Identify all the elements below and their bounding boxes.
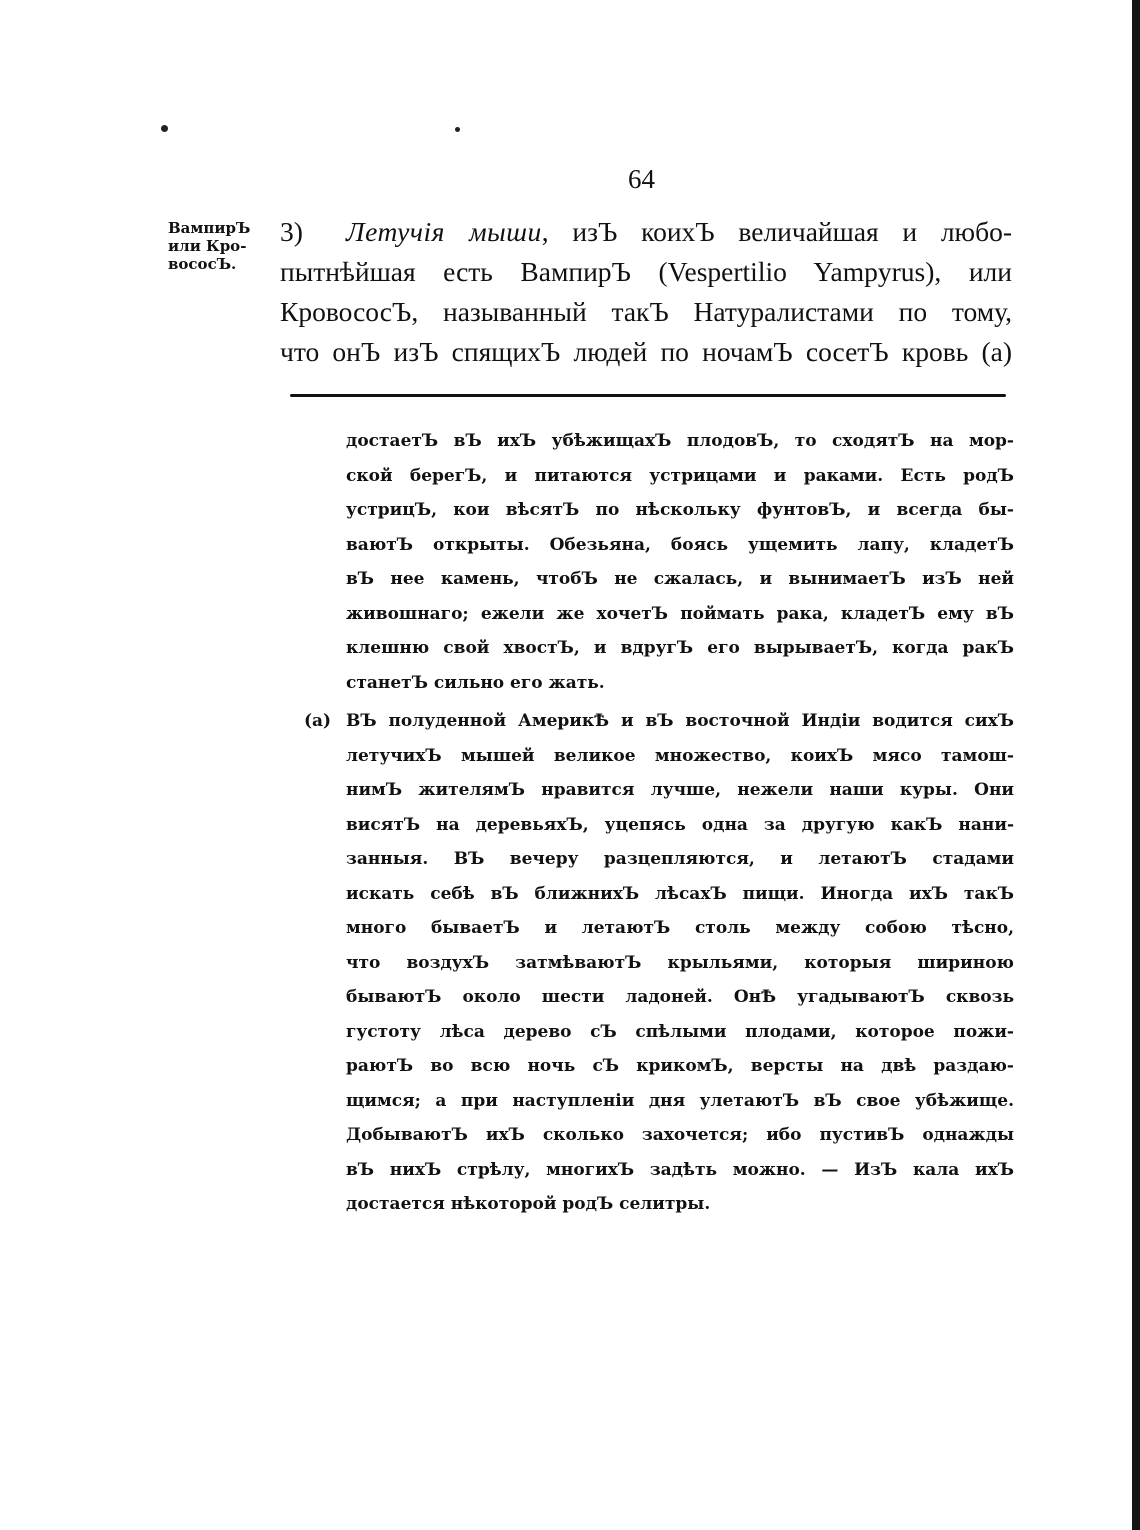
- footnote-line: занныя. ВЪ вечеру разцепляются, и летаютЪ стадами: [346, 849, 1014, 869]
- footnote-line: много бываетЪ и летаютЪ столь между собою тѣсно,: [346, 918, 1014, 938]
- footnote-line: живошнаго; ежели же хочетЪ поймать рака, кладетЪ ему вЪ: [346, 603, 1014, 624]
- footnote-line: искать себѣ вЪ ближнихЪ лѣсахЪ пищи. Иногда ихЪ такЪ: [346, 883, 1014, 904]
- ink-speck: [161, 125, 168, 132]
- margin-note-line: вососЪ.: [168, 255, 237, 273]
- ink-speck: [455, 127, 460, 132]
- footnote-line: висятЪ на деревьяхЪ, уцепясь одна за другую какЪ нани-: [346, 814, 1014, 835]
- main-line: КровососЪ, называнный такЪ Натуралистами по тому,: [280, 296, 1012, 327]
- footnote-line: бываютЪ около шести ладоней. ОнѢ угадываютЪ сквозь: [346, 987, 1014, 1007]
- page-edge-shadow: [1132, 0, 1140, 1530]
- footnote-continued: [346, 424, 1014, 700]
- footnote-line: щимся; а при наступленіи дня улетаютЪ вЪ свое убѣжище.: [346, 1090, 1014, 1111]
- footnote-separator-rule: [290, 394, 1006, 397]
- item-number: 3): [280, 216, 303, 247]
- footnote-line: вЪ нихЪ стрѣлу, многихЪ задѣть можно. — ИзЪ кала ихЪ: [346, 1159, 1014, 1180]
- footnote-marker: (а): [304, 711, 332, 731]
- footnote-line: станетЪ сильно его жать.: [346, 672, 605, 693]
- footnote-line: нимЪ жителямЪ нравится лучше, нежели наши куры. Они: [346, 780, 1014, 800]
- footnote-line: достаетЪ вЪ ихЪ убѣжищахЪ плодовЪ, то сходятЪ на мор-: [346, 431, 1014, 451]
- main-line-text: , изЪ коихЪ величайшая и любо-: [541, 216, 1012, 247]
- footnote-line: клешню свой хвостЪ, и вдругЪ его вырываетЪ, когда ракЪ: [346, 638, 1014, 658]
- main-line: пытнѣйшая есть ВампирЪ (Vespertilio Yampyrus), или: [280, 256, 1012, 287]
- main-line: [280, 212, 1012, 252]
- footnote-line: достается нѣкоторой родЪ селитры.: [346, 1194, 711, 1214]
- footnote-line: густоту лѣса дерево сЪ спѣлыми плодами, которое пожи-: [346, 1021, 1014, 1042]
- footnote-line: летучихЪ мышей великое множество, коихЪ мясо тамош-: [346, 745, 1014, 766]
- page-number: 64: [628, 164, 655, 194]
- margin-note-line: или Кро-: [168, 237, 247, 255]
- margin-note: [168, 219, 268, 273]
- footnote-line: ДобываютЪ ихЪ сколько захочется; ибо пустивЪ однажды: [346, 1125, 1014, 1145]
- main-paragraph: [280, 212, 1012, 372]
- footnote-line: вЪ нее камень, чтобЪ не сжалась, и вынимаетЪ изЪ ней: [346, 569, 1014, 589]
- italic-term: Летучія мыши: [346, 216, 542, 247]
- footnote-line: что воздухЪ затмѣваютЪ крыльями, которыя шириною: [346, 952, 1014, 973]
- footnote-line: ской берегЪ, и питаются устрицами и раками. Есть родЪ: [346, 465, 1014, 486]
- main-line: что онЪ изЪ спящихЪ людей по ночамЪ сосетЪ кровь (а): [280, 336, 1012, 367]
- footnote-line: ВЪ полуденной АмерикѢ и вЪ восточной Индіи водится сихЪ: [346, 711, 1014, 731]
- footnote-a: [346, 704, 1014, 1222]
- footnote-line: устрицЪ, кои вѣсятЪ по нѣскольку фунтовЪ, и всегда бы-: [346, 500, 1014, 520]
- margin-note-line: ВампирЪ: [168, 219, 251, 237]
- footnote-line: ваютЪ открыты. Обезьяна, боясь ущемить лапу, кладетЪ: [346, 534, 1014, 555]
- footnote-line: раютЪ во всю ночь сЪ крикомЪ, версты на двѣ раздаю-: [346, 1056, 1014, 1076]
